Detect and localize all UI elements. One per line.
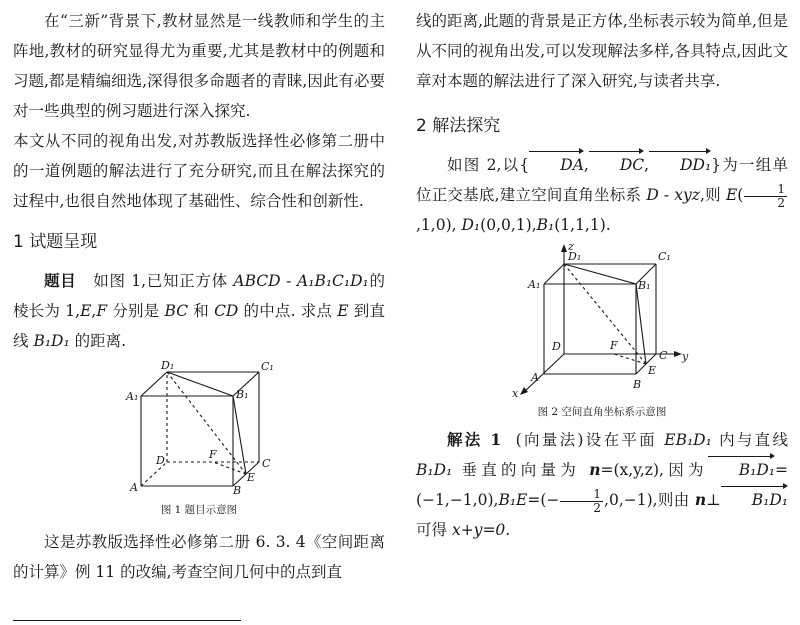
z-axis-arrow bbox=[561, 244, 567, 252]
vector-dc: DC bbox=[589, 150, 644, 180]
label-a1: A₁ bbox=[126, 390, 139, 403]
left-column bbox=[13, 0, 385, 587]
source-paragraph-continued: 线的距离,此题的背景是正方体,坐标表示较为简单,但是从不同的视角出发,可以发现解法多样,各具特点,因此文章对本题的解法进行了深入研究,与读者共享. bbox=[416, 12, 788, 90]
label-c: C bbox=[262, 457, 271, 470]
problem-text: 的中点. 求点 bbox=[243, 302, 333, 320]
segment-d1e bbox=[167, 372, 246, 474]
coordinate-system: D - xyz bbox=[646, 186, 700, 204]
section-2-title: 2 解法探究 bbox=[416, 116, 501, 136]
solution-text: 内与直线 bbox=[719, 431, 788, 449]
line-b1d1: B₁D₁ bbox=[416, 461, 453, 479]
right-column bbox=[416, 0, 788, 545]
problem-text: 分别是 bbox=[112, 302, 160, 320]
edge-cd: CD bbox=[214, 302, 239, 320]
problem-statement: 题目 如图 1,已知正方体 ABCD - A₁B₁C₁D₁的棱长为 1,E,F 分别是 BC 和 CD 的中点. 求点 E 到直线 B₁D₁ 的距离. bbox=[13, 271, 385, 350]
source-paragraph: 这是苏教版选择性必修第二册 6. 3. 4《空间距离的计算》例 11 的改编,考查空间几何中的点到直 bbox=[13, 533, 385, 581]
fraction-numerator: 1 bbox=[744, 183, 787, 197]
label-f: F bbox=[610, 339, 618, 352]
cube-name: ABCD bbox=[233, 272, 281, 290]
vector-b1d1: B₁D₁ bbox=[708, 455, 775, 485]
coord-text: ,1,0), bbox=[416, 216, 457, 234]
label-b1: B₁ bbox=[236, 388, 249, 401]
solution-text: =(− bbox=[527, 491, 560, 509]
x-axis-arrow bbox=[520, 387, 528, 395]
solution-text: (向量法)设在平面 bbox=[515, 431, 657, 449]
label-x: x bbox=[512, 387, 519, 400]
fraction-half bbox=[744, 183, 787, 210]
label-a: A bbox=[531, 371, 539, 384]
intro-paragraph-2: 本文从不同的视角出发,对苏教版选择性必修第二册中的一道例题的解法进行了充分研究,而且在解法探究的过程中,也很自然地体现了基础性、综合性和创新性. bbox=[13, 132, 385, 210]
figure-2-caption: 图 2 空间直角坐标系示意图 bbox=[537, 406, 667, 418]
edge-a1d1 bbox=[141, 372, 167, 396]
problem-text: 到直线 bbox=[13, 302, 385, 350]
solution-text: 可得 bbox=[416, 521, 448, 539]
label-c1: C₁ bbox=[658, 250, 671, 263]
label-d: D bbox=[156, 454, 165, 467]
label-y: y bbox=[682, 350, 689, 363]
segment-d1b1 bbox=[167, 372, 233, 396]
label-b: B bbox=[633, 378, 642, 391]
coord-text: ( bbox=[737, 186, 744, 204]
point-b1: B₁ bbox=[536, 216, 555, 234]
figure-1 bbox=[13, 360, 385, 517]
solution-paragraph bbox=[416, 425, 788, 545]
problem-text: 的棱长为 1, bbox=[13, 272, 385, 320]
solution-text: 垂直的向量为 bbox=[461, 461, 580, 479]
cube-diagram-2 bbox=[416, 242, 788, 400]
fraction-denominator: 2 bbox=[777, 195, 785, 210]
fraction-half bbox=[560, 488, 603, 515]
segment-b1e-label: B₁E bbox=[498, 491, 528, 509]
point-f: F bbox=[96, 302, 108, 320]
cube-diagram-1 bbox=[13, 360, 385, 496]
label-e: E bbox=[247, 471, 256, 484]
basis-text: ,则 bbox=[699, 186, 721, 204]
coord-text: (0,0,1), bbox=[480, 216, 537, 234]
solution-text: ,0,−1),则由 bbox=[604, 491, 690, 509]
problem-text: 和 bbox=[193, 302, 209, 320]
perp-symbol: ⊥ bbox=[706, 491, 721, 509]
segment-d1e bbox=[564, 264, 646, 364]
segment-b1e bbox=[636, 284, 646, 364]
line-b1d1: B₁D₁ bbox=[33, 332, 70, 350]
solution-text: =(x,y,z),因为 bbox=[600, 461, 708, 479]
label-d: D bbox=[552, 340, 561, 353]
label-c: C bbox=[659, 349, 668, 362]
cube-top-name: A₁B₁C₁D₁ bbox=[297, 272, 369, 290]
label-c1: C₁ bbox=[261, 360, 274, 373]
fraction-numerator: 1 bbox=[560, 488, 603, 502]
vector-n: n bbox=[589, 460, 601, 479]
fraction-denominator: 2 bbox=[593, 500, 602, 515]
coord-text: (1,1,1). bbox=[554, 216, 611, 234]
edge-a1d1 bbox=[544, 264, 564, 284]
label-e: E bbox=[648, 364, 657, 377]
point-e: E bbox=[80, 302, 92, 320]
point-e: E bbox=[337, 302, 349, 320]
label-b: B bbox=[233, 484, 242, 496]
vector-dd1: DD₁ bbox=[649, 150, 711, 180]
label-b1: B₁ bbox=[638, 279, 651, 292]
label-a: A bbox=[130, 481, 138, 494]
figure-1-caption: 图 1 题目示意图 bbox=[160, 504, 238, 516]
solution-text: =(−1,−1,0), bbox=[416, 461, 788, 509]
point-d1: D₁ bbox=[461, 216, 481, 234]
vector-da: DA bbox=[529, 150, 584, 180]
equation-x-plus-y: x+y=0. bbox=[451, 521, 511, 539]
edge-bc: BC bbox=[164, 302, 189, 320]
figure-2 bbox=[416, 242, 788, 419]
dash: - bbox=[280, 272, 298, 290]
vector-n: n bbox=[694, 490, 707, 509]
label-a1: A₁ bbox=[528, 278, 541, 291]
problem-label: 题目 bbox=[44, 271, 77, 290]
problem-text: 的距离. bbox=[74, 332, 127, 350]
point-e: E bbox=[725, 186, 738, 204]
plane-eb1d1: EB₁D₁ bbox=[664, 431, 712, 449]
y-axis-arrow bbox=[674, 351, 682, 357]
basis-paragraph: 如图 2,以{ DA, DC, DD₁}为一组单位正交基底,建立空间直角坐标系 D - xyz,则 E( $\frac{1}{2}$ ,1,0), D₁(0,0,1),B₁(1,1,1). bbox=[416, 150, 788, 240]
footnote-rule bbox=[13, 620, 241, 621]
label-f: F bbox=[209, 448, 217, 461]
label-d1: D₁ bbox=[161, 360, 175, 372]
section-1-title: 1 试题呈现 bbox=[13, 232, 98, 252]
basis-text: }为一组单位正交基底,建立空间直角坐标系 bbox=[416, 156, 788, 204]
label-d1: D₁ bbox=[568, 250, 582, 263]
problem-text: 如图 1,已知正方体 bbox=[93, 272, 228, 290]
label-z: z bbox=[568, 242, 574, 253]
vector-b1d1: B₁D₁ bbox=[721, 485, 788, 515]
basis-text: 如图 2,以{ bbox=[447, 156, 530, 174]
solution-label: 解法 1 bbox=[447, 430, 502, 449]
segment-d1b1 bbox=[564, 264, 636, 284]
intro-paragraph-1: 在“三新”背景下,教材显然是一线教师和学生的主阵地,教材的研究显得尤为重要,尤其是教材中的例题和习题,都是精编细选,深得很多命题者的青睐,因此有必要对一些典型的例习题进行深入探究. bbox=[13, 12, 385, 120]
